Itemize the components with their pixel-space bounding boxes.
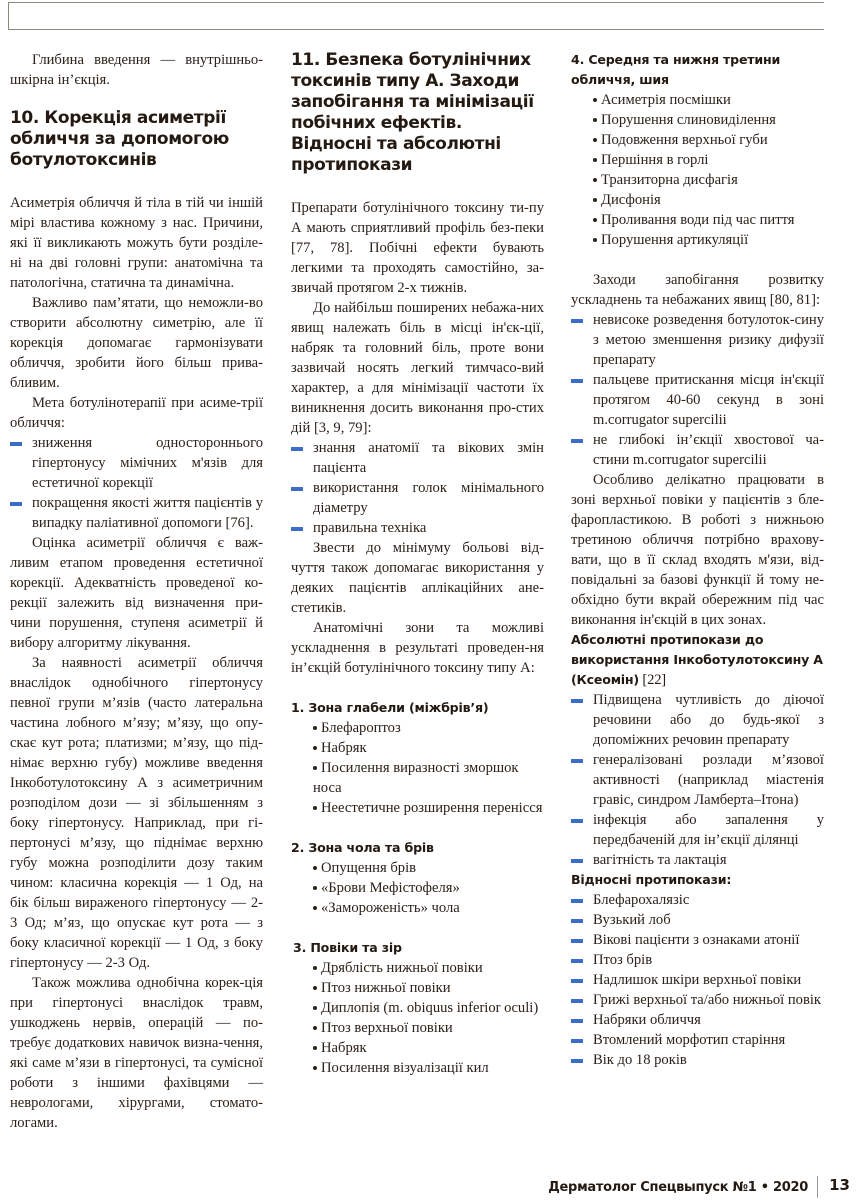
list-item: Опущення брів (313, 858, 544, 878)
dash-bullet-icon (291, 487, 303, 491)
list-item: Вікові пацієнти з ознаками атонії (571, 930, 824, 950)
list-item: Набряк (313, 1038, 544, 1058)
list-item: Першіння в горлі (593, 150, 824, 170)
list-item: Грижі верхньої та/або нижньої повік (571, 990, 824, 1010)
list-item: Посилення виразності зморшок носа (313, 760, 519, 796)
dash-bullet-icon (571, 699, 583, 703)
footer-divider (817, 1176, 818, 1198)
list-item: Блефарохалязіс (571, 890, 824, 910)
list-item: Порушення слиновиділення (593, 110, 824, 130)
absolute-contraindications-list (571, 690, 824, 870)
list-item: Посилення візуалізації кил (313, 1058, 544, 1078)
paragraph: Мета ботулінотерапії при асиме-трії обличчя: (10, 395, 263, 431)
list-item: вагітність та лактація (571, 850, 824, 870)
bullet-icon (593, 218, 597, 222)
list-item: зниження одностороннього гіпертонусу мімічних м'язів для естетичної корекції (10, 433, 263, 493)
bullet-icon (593, 118, 597, 122)
relative-contraindications-heading: Відносні протипокази: (571, 872, 732, 887)
column-2 (291, 50, 544, 1078)
list-item: Дисфонія (593, 190, 824, 210)
column-3 (571, 50, 824, 1070)
list-item: Вік до 18 років (571, 1050, 824, 1070)
zone-4-heading: 4. Середня та нижня третини обличчя, шия (571, 52, 781, 87)
bullet-icon (313, 1006, 317, 1010)
list-item: Блефароптоз (313, 718, 544, 738)
list-item: Транзиторна дисфагія (593, 170, 824, 190)
zone-2-list (291, 858, 544, 918)
bullet-icon (313, 1046, 317, 1050)
list-item: пальцеве притискання місця ін'єкції протягом 40-60 секунд в зоні m.corrugator supercilii (571, 370, 824, 430)
bullet-icon (593, 98, 597, 102)
bullet-icon (313, 886, 317, 890)
paragraph: За наявності асиметрії обличчя внаслідок однобічного гіпертонусу певної групи м’язів (часто латеральна частина лобного м’язу; м’язу, що опу-скає кут рота; платизми; м’язу, що під-німає верхню губу) можливе введення Інкоботулотоксину А з асиметричним розподілом дози — зі збільшенням з боку гіпертонусу. Наприклад, при гі-пертонусі м’язу, що піднімає верхню губу можна розподілити дозу таким чином: класична корекція — 1 Од, на бік більш вираженого гіпертонусу — 2-3 Од; м’яз, що опускає кут рота — з боку класичної корекції — 1 Од, з боку гіпертонусу — 2-3 Од. (10, 655, 263, 971)
dash-bullet-icon (571, 1019, 583, 1023)
list-item: Набряк (313, 738, 544, 758)
paragraph: Анатомічні зони та можливі ускладнення в результаті проведен-ня ін’єкцій ботулінічного токсину типу А: (291, 620, 544, 676)
relative-contraindications-list (571, 890, 824, 1070)
dash-bullet-icon (571, 1039, 583, 1043)
paragraph: Особливо делікатно працювати в зоні верхньої повіки у пацієнтів з бле-фаропластикою. В роботі з нижньою третиною обличчя потрібно врахову-вати, що в її склад входять м'язи, від-повідальні за базові функції й тому не-обхідно бути вкрай обережним під час виконання ін'єкцій в цих зонах. (571, 472, 824, 628)
journal-title: Дерматолог Спецвыпуск №1 • 2020 (548, 1180, 808, 1195)
dash-bullet-icon (10, 502, 22, 506)
list-item: генералізовані розлади м’язової активності (наприклад міастенія гравіс, синдром Ламберта–Ітона) (571, 750, 824, 810)
paragraph: Звести до мінімуму больові від-чуття також допомагає використання у деяких пацієнтів аплікаційних ане-стетиків. (291, 540, 544, 616)
dash-bullet-icon (571, 319, 583, 323)
list-item: Порушення артикуляції (593, 230, 824, 250)
bullet-icon (313, 1066, 317, 1070)
dash-bullet-icon (571, 999, 583, 1003)
bullet-icon (593, 138, 597, 142)
list-item: Набряки обличчя (571, 1010, 824, 1030)
list-item: Надлишок шкіри верхньої повіки (571, 970, 824, 990)
list-item: Неестетичне розширення перенісся (313, 798, 544, 818)
goals-list (10, 433, 263, 533)
list-item: Птоз брів (571, 950, 824, 970)
dash-bullet-icon (571, 959, 583, 963)
list-item: Птоз нижньої повіки (313, 978, 544, 998)
paragraph: Оцінка асиметрії обличчя є важ-ливим етапом проведення естетичної корекції. Адекватність проведеної ко-рекції залежить від визначення при-чини порушення, ступеня асиметрії й вибору алгоритму лікування. (10, 535, 263, 651)
page-number: 13 (829, 1176, 850, 1194)
list-item: Дряблість нижньої повіки (313, 958, 544, 978)
bullet-icon (593, 238, 597, 242)
paragraph: Також можлива однобічна корек-ція при гіпертонусі внаслідок травм, ушкоджень нервів, операцій — по-требує додаткових навичок визна-чення, які саме м’язи в гіпертонусі, та сумісної роботи з іншими фахівцями — неврологами, хірургами, стомато-логами. (10, 975, 263, 1131)
bullet-icon (313, 726, 317, 730)
bullet-icon (313, 966, 317, 970)
bullet-icon (593, 158, 597, 162)
section-10-heading: 10. Корекція асиметрії обличчя за допомогою ботулотоксинів (10, 108, 229, 170)
list-item: Підвищена чутливість до діючої речовини або до будь-якої з допоміжних речовин препарату (571, 690, 824, 750)
dash-bullet-icon (571, 819, 583, 823)
paragraph: Заходи запобігання розвитку ускладнень та небажаних явищ [80, 81]: (571, 272, 824, 308)
list-item: Втомлений морфотип старіння (571, 1030, 824, 1050)
zone-3-heading: 3. Повіки та зір (293, 940, 402, 955)
list-item: невисоке розведення ботулоток-сину з метою зменшення ризику дифузії препарату (571, 310, 824, 370)
dash-bullet-icon (571, 759, 583, 763)
list-item: знання анатомії та вікових змін пацієнта (291, 438, 544, 478)
zone-2-heading: 2. Зона чола та брів (291, 840, 434, 855)
dash-bullet-icon (571, 1059, 583, 1063)
list-item: «Замороженість» чола (313, 898, 544, 918)
bullet-icon (313, 986, 317, 990)
list-item: інфекція або запалення у передбаченій для ін’єкції ділянці (571, 810, 824, 850)
dash-bullet-icon (291, 527, 303, 531)
zone-3-list (291, 958, 544, 1078)
bullet-icon (313, 766, 317, 770)
paragraph: Асиметрія обличчя й тіла в тій чи іншій мірі властива кожному з нас. Причини, які її викликають можуть бути розділе-ні на дві головні групи: анатомічна та патологічна, статична та динамічна. (10, 195, 263, 291)
list-item: Асиметрія посмішки (593, 90, 824, 110)
dash-bullet-icon (571, 979, 583, 983)
bullet-icon (313, 1026, 317, 1030)
bullet-icon (313, 866, 317, 870)
list-item: «Брови Мефістофеля» (313, 878, 544, 898)
dash-bullet-icon (571, 899, 583, 903)
paragraph: До найбільш поширених небажа-них явищ належать біль в місці ін'єк-ції, набряк та головний біль, проте вони зазвичай носять легкий тимчасо-вий характер, а для мінімізації частоти їх виникнення досить виконання про-стих дій [3, 9, 79]: (291, 300, 544, 436)
zone-1-list (291, 718, 544, 818)
zone-4-list (571, 90, 824, 250)
intro-paragraph: Глибина введення — внутрішньо-шкірна ін’єкція. (10, 52, 263, 88)
header-frame (8, 2, 824, 30)
page-footer (548, 1176, 856, 1200)
list-item: Вузький лоб (571, 910, 824, 930)
dash-bullet-icon (291, 447, 303, 451)
bullet-icon (313, 746, 317, 750)
absolute-contraindications-heading: Абсолютні протипокази до використання Інкоботулотоксину А (Ксеомін) [22] (571, 632, 823, 688)
dash-bullet-icon (571, 379, 583, 383)
list-item: Подовження верхньої губи (593, 130, 824, 150)
section-11-heading: 11. Безпека ботулінічних токсинів типу А. Заходи запобігання та мінімізації побічних ефектів. Відносні та абсолютні протипокази (291, 50, 534, 175)
list-item: використання голок мінімального діаметру (291, 478, 544, 518)
dash-bullet-icon (571, 939, 583, 943)
bullet-icon (313, 806, 317, 810)
dash-bullet-icon (571, 859, 583, 863)
list-item: Диплопія (m. obiquus inferior oculi) (313, 998, 544, 1018)
bullet-icon (593, 178, 597, 182)
paragraph: Препарати ботулінічного токсину ти-пу А мають сприятливий профіль без-пеки [77, 78]. Побічні ефекти бувають легкими та проходять самостійно, за-звичай протягом 2-х тижнів. (291, 200, 544, 296)
list-item: Проливання води під час пиття (593, 210, 824, 230)
bullet-icon (313, 906, 317, 910)
prevention-list (571, 310, 824, 470)
list-item: Птоз верхньої повіки (313, 1018, 544, 1038)
zone-1-heading: 1. Зона глабели (міжбрів’я) (291, 700, 489, 715)
bullet-icon (593, 198, 597, 202)
dash-bullet-icon (571, 439, 583, 443)
list-item: не глибокі ін’єкції хвостової ча-стини m.corrugator supercilii (571, 430, 824, 470)
dash-bullet-icon (571, 919, 583, 923)
column-1 (10, 50, 263, 1133)
list-item: правильна техніка (291, 518, 544, 538)
actions-list (291, 438, 544, 538)
paragraph: Важливо пам’ятати, що неможли-во створити абсолютну симетрію, але її корекція допомагає гармонізувати обличчя, зробити його більш прива-бливим. (10, 295, 263, 391)
dash-bullet-icon (10, 442, 22, 446)
list-item: покращення якості життя пацієнтів у випадку паліативної допомоги [76]. (10, 493, 263, 533)
